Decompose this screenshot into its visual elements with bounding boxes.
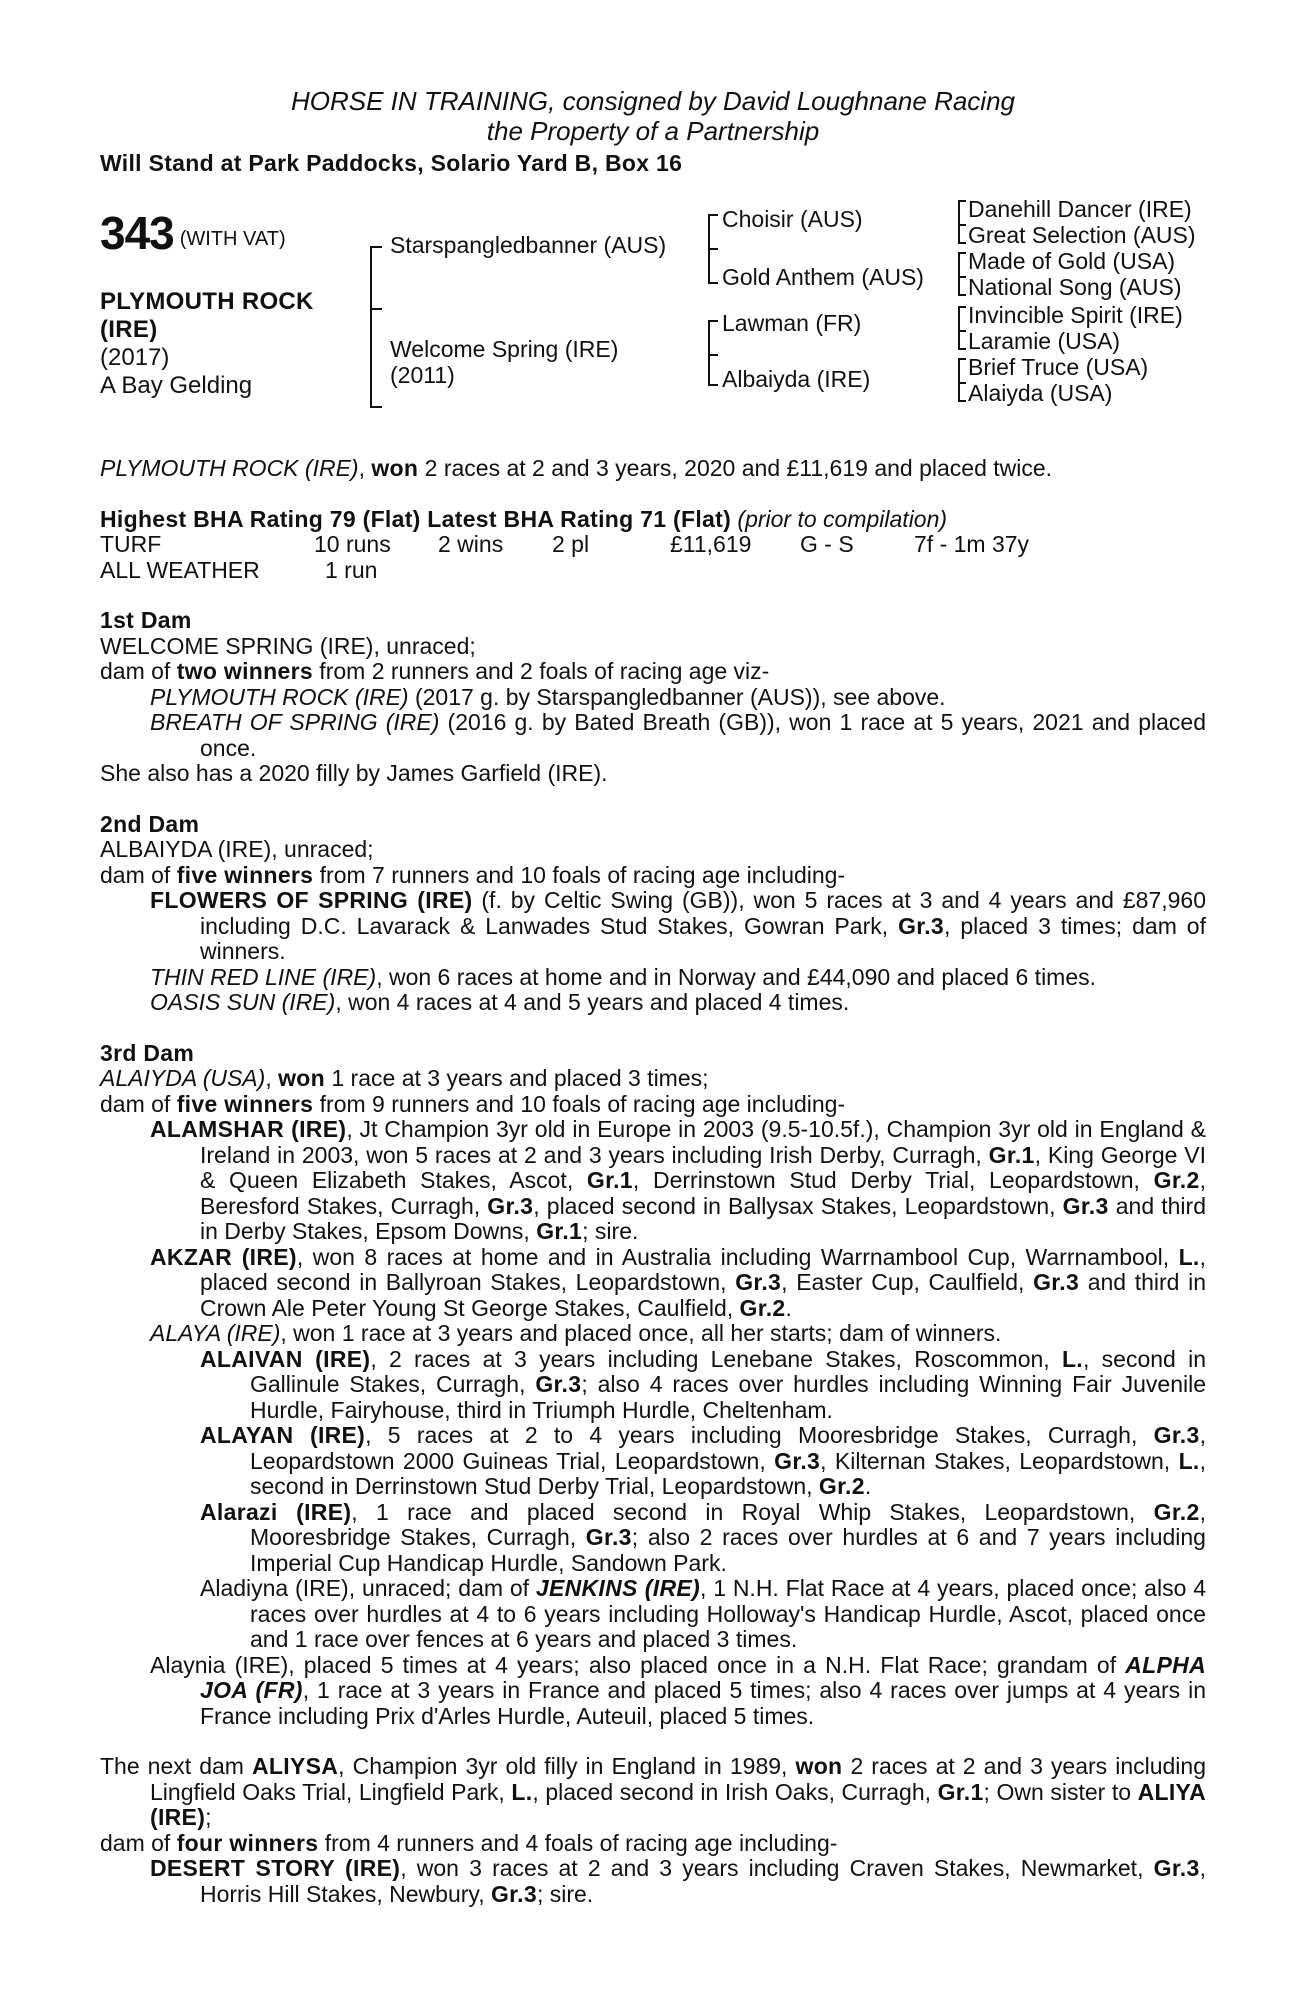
dam1-line: WELCOME SPRING (IRE), unraced; — [100, 632, 476, 659]
pedigree-ssd: Great Selection (AUS) — [968, 222, 1196, 248]
t: , Derrinstown Stud Derby Trial, Leopardstown, — [632, 1167, 1154, 1193]
t: and third in Crown Ale Peter Young St George Stakes, Caulfield, — [200, 1269, 1206, 1321]
section-1st-dam: 1st Dam — [100, 607, 192, 633]
t: Gr.3 — [898, 912, 945, 939]
t: Alarazi (IRE) — [200, 1498, 352, 1525]
t: Gr.1 — [536, 1218, 583, 1244]
pedigree-dss: Invincible Spirit (IRE) — [968, 302, 1183, 328]
t: from 4 runners and 4 foals of racing age including- — [318, 1829, 838, 1856]
t: , Beresford Stakes, Curragh, — [200, 1167, 1206, 1219]
t: Gr.3 — [487, 1192, 534, 1219]
dam1-note: She also has a 2020 filly by James Garfield (IRE). — [100, 760, 608, 786]
pedigree-bracket — [958, 328, 966, 350]
pedigree-bracket — [370, 246, 382, 310]
t: ALPHA JOA (FR) — [200, 1651, 1206, 1703]
t: Gr.2 — [1153, 1498, 1200, 1525]
t: PLYMOUTH ROCK (IRE) — [150, 683, 409, 710]
t: won — [795, 1753, 843, 1779]
t: , won 3 races at 2 and 3 years including Craven Stakes, Newmarket, — [400, 1855, 1154, 1881]
t: Gr.3 — [774, 1447, 821, 1474]
pedigree-bracket — [958, 274, 966, 296]
dam1-offspring-2 — [100, 710, 1206, 761]
t: BREATH OF SPRING (IRE) — [150, 709, 440, 735]
dam1-offspring-1 — [100, 685, 1206, 711]
record-aw-runs: 1 run — [325, 556, 378, 583]
t: , won 8 races at home and in Australia including Warrnambool Cup, Warrnambool, — [296, 1243, 1179, 1270]
horse-year: (2017) — [100, 344, 170, 371]
record-turf-placed: 2 pl — [552, 531, 590, 557]
pedigree-bracket — [708, 352, 718, 386]
header-consignor: HORSE IN TRAINING, consigned by David Loughnane Racing — [290, 86, 1015, 116]
dam1-produce — [100, 659, 1206, 685]
t: , placed 3 times; dam of winners. — [200, 912, 1206, 964]
t: L. — [1178, 1243, 1200, 1270]
t: , won 1 race at 3 years and placed once, all her starts; dam of winners. — [280, 1320, 1002, 1346]
alaya-offspring-aladiyna — [100, 1576, 1206, 1653]
lot-vat: (WITH VAT) — [179, 228, 286, 250]
pedigree-ddd: Alaiyda (USA) — [968, 380, 1113, 406]
pedigree-dam-year: (2011) — [390, 362, 455, 388]
t: , placed second in Ballysax Stakes, Leopardstown, — [533, 1192, 1063, 1219]
t: ALAYAN (IRE) — [200, 1422, 366, 1448]
pedigree-bracket — [958, 222, 966, 244]
t: , won 4 races at 4 and 5 years and placed 4 times. — [335, 989, 850, 1015]
t: Gr.1 — [988, 1141, 1035, 1168]
race-record — [100, 532, 1206, 583]
pedigree-sire: Starspangledbanner (AUS) — [390, 232, 667, 258]
record-turf-runs: 10 runs — [314, 531, 391, 557]
t: JENKINS (IRE) — [535, 1575, 700, 1601]
pedigree-dam-dam: Albaiyda (IRE) — [722, 366, 871, 392]
record-turf-wins: 2 wins — [438, 531, 504, 557]
t: dam of — [100, 1090, 177, 1117]
pedigree-bracket — [370, 306, 382, 408]
dam3-offspring-alaya — [100, 1321, 1206, 1347]
t: 1 race at 3 years and placed 3 times; — [324, 1065, 709, 1091]
t: ALAYA (IRE) — [150, 1320, 281, 1346]
summary-rest: 2 races at 2 and 3 years, 2020 and £11,619 and placed twice. — [418, 455, 1053, 481]
dam3-line — [100, 1066, 1206, 1092]
record-aw-label: ALL WEATHER — [100, 556, 260, 583]
t: L. — [1178, 1447, 1200, 1474]
t: L. — [511, 1778, 533, 1805]
alaya-offspring-alayan — [100, 1423, 1206, 1500]
catalogue-page — [100, 86, 1206, 1907]
dam3-offspring-akzar — [100, 1245, 1206, 1322]
t: (2017 g. by Starspangledbanner (AUS)), see above. — [408, 683, 946, 710]
t: , Champion 3yr old filly in England in 1989, — [338, 1753, 796, 1779]
t: two winners — [176, 658, 313, 684]
t: Alaynia (IRE), placed 5 times at 4 years; also placed once in a N.H. Flat Race; grandam of — [150, 1651, 1126, 1678]
t: Gr.3 — [1153, 1422, 1200, 1448]
pedigree-dam-sire: Lawman (FR) — [722, 310, 862, 336]
t: FLOWERS OF SPRING (IRE) — [150, 887, 473, 913]
dam2-offspring-3 — [100, 990, 1206, 1016]
alaya-offspring-alaivan — [100, 1347, 1206, 1424]
t: , second in Derrinstown Stud Derby Trial, Leopardstown, — [250, 1447, 1206, 1499]
horse-name: PLYMOUTH ROCK — [100, 288, 314, 315]
t: five winners — [176, 1090, 314, 1117]
pedigree-sss: Danehill Dancer (IRE) — [968, 196, 1192, 222]
t: four winners — [176, 1829, 319, 1856]
t: ; sire. — [536, 1880, 594, 1907]
dam2-offspring-2 — [100, 965, 1206, 991]
t: , 1 race at 3 years in France and placed 5 times; also 4 races over jumps at 4 years in France including Prix d'Arles Hurdle, Auteuil, placed 5 times. — [200, 1677, 1206, 1729]
t: , second in Gallinule Stakes, Curragh, — [250, 1345, 1206, 1397]
t: Gr.3 — [535, 1371, 582, 1397]
t: dam of — [100, 861, 177, 888]
rating-note: (prior to compilation) — [737, 505, 948, 532]
pedigree-sire-dam: Gold Anthem (AUS) — [722, 264, 924, 290]
sep: , — [358, 455, 372, 481]
t: , placed second in Ballyroan Stakes, Leopardstown, — [200, 1243, 1206, 1295]
next-dam-produce — [100, 1831, 1206, 1857]
lot-number: 343 — [100, 207, 174, 259]
lot-info — [100, 206, 360, 400]
t: Gr.3 — [735, 1269, 782, 1295]
t: , Mooresbridge Stakes, Curragh, — [250, 1498, 1206, 1550]
t: , 2 races at 3 years including Lenebane Stakes, Roscommon, — [370, 1345, 1062, 1372]
pedigree-bracket — [958, 380, 966, 402]
t: THIN RED LINE (IRE) — [150, 963, 377, 990]
t: ALAIYDA (USA) — [100, 1065, 266, 1091]
t: , Horris Hill Stakes, Newbury, — [200, 1855, 1206, 1907]
t: won — [278, 1065, 325, 1091]
dam3-produce — [100, 1092, 1206, 1118]
t: Gr.2 — [739, 1294, 786, 1321]
t: ALIYA (IRE) — [150, 1778, 1206, 1830]
t: Gr.3 — [1033, 1269, 1080, 1295]
dam3-offspring-alaynia — [100, 1653, 1206, 1730]
record-turf-distance: 7f - 1m 37y — [914, 531, 1030, 557]
t: (2016 g. by Bated Breath (GB)), won 1 race at 5 years, 2021 and placed once. — [200, 709, 1206, 761]
record-turf-going: G - S — [800, 531, 854, 557]
t: , Leopardstown 2000 Guineas Trial, Leopardstown, — [250, 1422, 1206, 1474]
summary-horse: PLYMOUTH ROCK (IRE) — [100, 455, 359, 481]
t: , won 6 races at home and in Norway and £44,090 and placed 6 times. — [376, 963, 1097, 990]
pedigree-dds: Brief Truce (USA) — [968, 354, 1149, 380]
t: ALAMSHAR (IRE) — [150, 1116, 347, 1142]
header-stand: Will Stand at Park Paddocks, Solario Yard B, Box 16 — [100, 150, 683, 176]
t: dam of — [100, 1829, 177, 1856]
header-property: the Property of a Partnership — [486, 116, 820, 146]
t: from 9 runners and 10 foals of racing age including- — [313, 1090, 846, 1117]
t: five winners — [176, 861, 314, 888]
t: ; Own sister to — [983, 1778, 1138, 1805]
t: dam of — [100, 658, 177, 684]
pedigree-sdd: National Song (AUS) — [968, 274, 1182, 300]
rating-bold: Highest BHA Rating 79 (Flat) Latest BHA Rating 71 (Flat) — [100, 505, 732, 532]
t: Gr.3 — [1062, 1192, 1109, 1219]
t: , 1 N.H. Flat Race at 4 years, placed once; also 4 races over hurdles at 4 to 6 years including Holloway's Handicap Hurdle, Ascot, placed once and 1 race over fences at 6 years and placed 3 times. — [250, 1575, 1206, 1652]
t: 2 races at 2 and 3 years including Lingfield Oaks Trial, Lingfield Park, — [150, 1753, 1207, 1805]
next-dam-offspring-desert-story — [100, 1856, 1206, 1907]
t: , Jt Champion 3yr old in Europe in 2003 (9.5-10.5f.), Champion 3yr old in England & Ireland in 2003, won 5 races at 2 and 3 years including Irish Derby, Curragh, — [200, 1116, 1206, 1168]
t: and third in Derby Stakes, Epsom Downs, — [200, 1192, 1206, 1244]
section-3rd-dam: 3rd Dam — [100, 1039, 195, 1066]
pedigree-sire-sire: Choisir (AUS) — [722, 206, 863, 232]
t: ; sire. — [582, 1218, 639, 1244]
t: ; also 4 races over hurdles including Winning Fair Juvenile Hurdle, Fairyhouse, third in Triumph Hurdle, Cheltenham. — [250, 1371, 1206, 1423]
t: , placed second in Irish Oaks, Curragh, — [532, 1778, 938, 1805]
t: AKZAR (IRE) — [150, 1243, 297, 1270]
pedigree-sds: Made of Gold (USA) — [968, 248, 1176, 274]
pedigree-bracket — [708, 246, 718, 284]
dam2-produce — [100, 863, 1206, 889]
t: from 2 runners and 2 foals of racing age viz- — [312, 658, 770, 684]
t: (f. by Celtic Swing (GB)), won 5 races at 3 and 4 years and £87,960 including D.C. Lavarack & Lanwades Stud Stakes, Gowran Park, — [200, 887, 1206, 939]
t: , 5 races at 2 to 4 years including Mooresbridge Stakes, Curragh, — [365, 1422, 1154, 1448]
t: Gr.1 — [586, 1167, 633, 1193]
t: Gr.2 — [1153, 1167, 1200, 1193]
rating-line — [100, 507, 1206, 533]
horse-description: A Bay Gelding — [100, 372, 253, 399]
t: Aladiyna (IRE), unraced; dam of — [200, 1575, 536, 1601]
t: , Easter Cup, Caulfield, — [781, 1269, 1034, 1295]
dam2-offspring-1 — [100, 888, 1206, 965]
summary-line — [100, 456, 1206, 482]
t: from 7 runners and 10 foals of racing age including- — [313, 861, 846, 888]
t: , — [265, 1065, 279, 1091]
t: ALAIVAN (IRE) — [200, 1345, 371, 1372]
t: Gr.3 — [1153, 1855, 1200, 1881]
t: , Kilternan Stakes, Leopardstown, — [820, 1447, 1179, 1474]
record-turf-prize: £11,619 — [670, 531, 752, 557]
t: Gr.3 — [585, 1524, 632, 1550]
t: The next dam — [100, 1753, 253, 1779]
horse-name-country: (IRE) — [100, 316, 158, 343]
t: L. — [1061, 1345, 1083, 1372]
section-2nd-dam: 2nd Dam — [100, 810, 200, 837]
dam3-offspring-alamshar — [100, 1117, 1206, 1245]
pedigree-dsd: Laramie (USA) — [968, 328, 1121, 354]
alaya-offspring-alarazi — [100, 1500, 1206, 1577]
dam2-line: ALBAIYDA (IRE), unraced; — [100, 836, 374, 862]
t: . — [785, 1294, 792, 1321]
t: ALIYSA — [252, 1753, 339, 1779]
t: Gr.3 — [490, 1880, 537, 1907]
summary-won: won — [371, 455, 419, 481]
t: . — [864, 1473, 872, 1499]
next-dam-line — [100, 1754, 1206, 1831]
t: , 1 race and placed second in Royal Whip Stakes, Leopardstown, — [351, 1498, 1154, 1525]
t: Gr.1 — [937, 1778, 984, 1805]
t: Gr.2 — [818, 1473, 865, 1499]
pedigree-bracket — [708, 320, 718, 356]
t: OASIS SUN (IRE) — [150, 989, 336, 1015]
t: DESERT STORY (IRE) — [150, 1855, 401, 1881]
t: ; — [205, 1804, 212, 1830]
pedigree-block — [100, 196, 1206, 456]
pedigree-dam: Welcome Spring (IRE) — [390, 336, 619, 362]
t: , King George VI & Queen Elizabeth Stakes, Ascot, — [200, 1141, 1206, 1193]
pedigree-bracket — [708, 214, 718, 250]
t: ; also 2 races over hurdles at 6 and 7 years including Imperial Cup Handicap Hurdle, Sandown Park. — [250, 1524, 1206, 1576]
record-turf-label: TURF — [100, 531, 162, 557]
